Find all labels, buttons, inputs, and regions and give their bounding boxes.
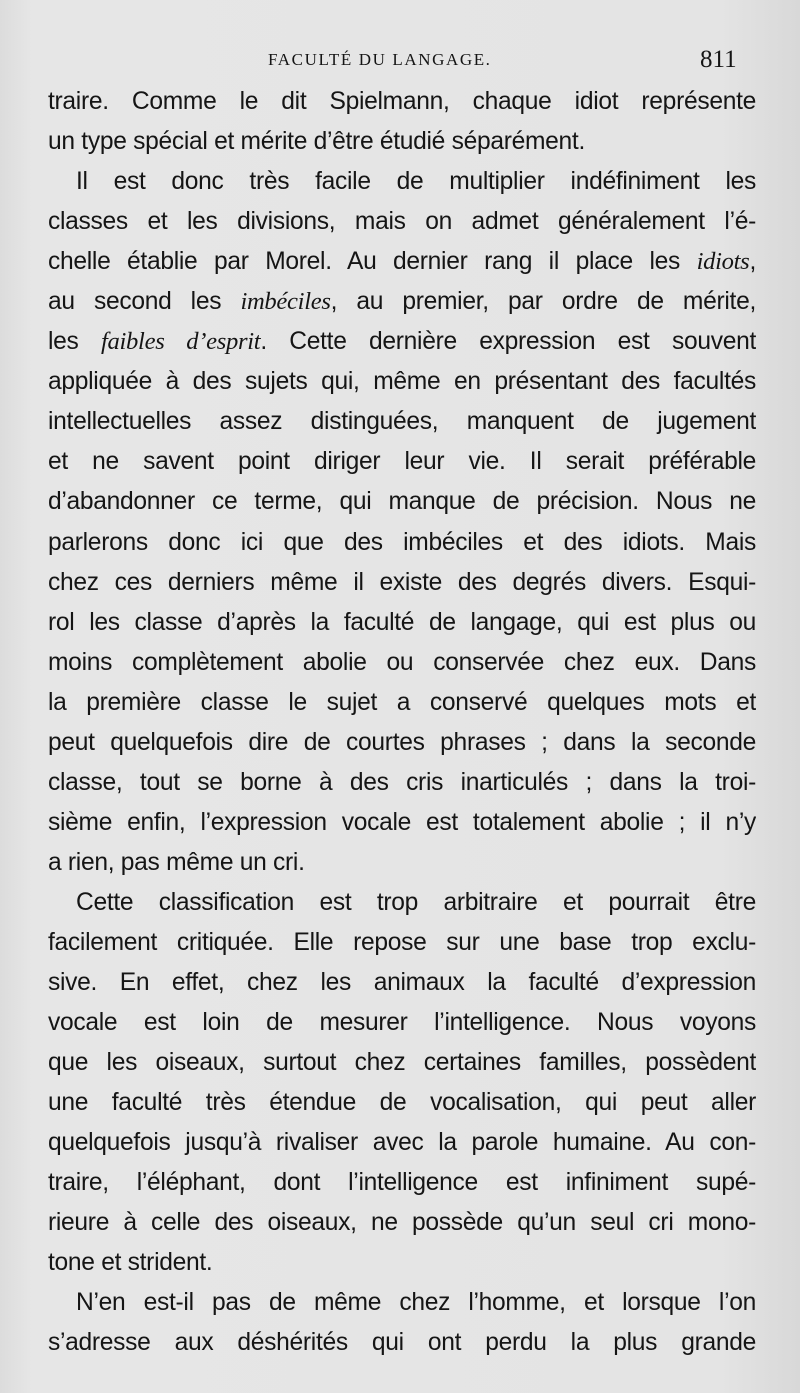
text-line — [48, 763, 756, 803]
text-fragment: sième enfin, l’expression vocale est totalement abolie ; il n’y — [48, 808, 756, 836]
text-fragment: chez ces derniers même il existe des degrés divers. Esqui- — [48, 568, 756, 596]
running-title: FACULTÉ DU LANGAGE. — [268, 50, 492, 69]
text-line — [48, 1083, 756, 1123]
text-line — [48, 122, 756, 162]
text-line — [48, 1323, 756, 1363]
text-line — [48, 843, 756, 883]
text-fragment: intellectuelles assez distinguées, manquent de jugement — [48, 408, 756, 436]
text-line — [48, 723, 756, 763]
text-fragment: traire, l’éléphant, dont l’intelligence est infiniment supé- — [48, 1169, 756, 1197]
text-fragment: moins complètement abolie ou conservée chez eux. Dans — [48, 648, 756, 676]
text-fragment: . Cette dernière expression est souvent — [260, 328, 756, 356]
text-fragment: Il est donc très facile de multiplier indéfiniment les — [76, 168, 756, 196]
text-fragment: s’adresse aux déshérités qui ont perdu la plus grande — [48, 1329, 756, 1357]
text-line — [48, 362, 756, 402]
text-fragment: appliquée à des sujets qui, même en présentant des facultés — [48, 368, 756, 396]
text-fragment: un type spécial et mérite d’être étudié séparément. — [48, 128, 586, 156]
text-line — [48, 1163, 756, 1203]
text-line — [48, 1243, 756, 1283]
text-fragment: classe, tout se borne à des cris inarticulés ; dans la troi- — [48, 768, 756, 796]
italic-term: idiots — [696, 248, 750, 276]
text-fragment: la première classe le sujet a conservé quelques mots et — [48, 688, 756, 716]
running-head — [0, 46, 800, 76]
text-fragment: , — [749, 248, 756, 276]
text-fragment: rol les classe d’après la faculté de langage, qui est plus ou — [48, 608, 756, 636]
text-fragment: traire. Comme le dit Spielmann, chaque idiot représente — [48, 88, 756, 115]
text-fragment: classes et les divisions, mais on admet généralement l’é- — [48, 208, 756, 236]
text-line — [48, 322, 756, 362]
text-fragment: d’abandonner ce terme, qui manque de précision. Nous ne — [48, 488, 756, 516]
text-fragment: chelle établie par Morel. Au dernier rang il place les — [48, 248, 697, 276]
text-line — [48, 242, 756, 282]
text-line — [48, 442, 756, 482]
text-fragment: facilement critiquée. Elle repose sur une base trop exclu- — [48, 928, 756, 956]
text-line — [48, 1003, 756, 1043]
text-line — [48, 202, 756, 242]
body-text — [48, 82, 756, 1364]
text-line — [48, 82, 756, 122]
text-line — [48, 963, 756, 1003]
text-line — [48, 643, 756, 683]
text-line — [48, 1043, 756, 1083]
text-line — [48, 923, 756, 963]
text-line — [48, 803, 756, 843]
text-line — [48, 883, 756, 923]
text-line — [48, 1123, 756, 1163]
text-fragment: une faculté très étendue de vocalisation, qui peut aller — [48, 1089, 756, 1117]
text-line — [48, 482, 756, 522]
italic-term: faibles d’esprit — [100, 328, 261, 356]
text-fragment: vocale est loin de mesurer l’intelligence. Nous voyons — [48, 1009, 756, 1037]
text-line — [48, 603, 756, 643]
text-fragment: sive. En effet, chez les animaux la faculté d’expression — [48, 969, 756, 997]
text-fragment: et ne savent point diriger leur vie. Il serait préférable — [48, 448, 756, 476]
text-line — [48, 402, 756, 442]
text-fragment: rieure à celle des oiseaux, ne possède qu’un seul cri mono- — [48, 1209, 756, 1237]
text-line — [48, 1283, 756, 1323]
text-fragment: peut quelquefois dire de courtes phrases ; dans la seconde — [48, 728, 756, 756]
text-line — [48, 162, 756, 202]
text-fragment: N’en est-il pas de même chez l’homme, et lorsque l’on — [76, 1289, 756, 1317]
text-line — [48, 523, 756, 563]
text-fragment: a rien, pas même un cri. — [48, 848, 305, 876]
text-fragment: que les oiseaux, surtout chez certaines familles, possèdent — [48, 1049, 756, 1077]
italic-term: imbéciles — [240, 288, 331, 316]
text-fragment: , au premier, par ordre de mérite, — [330, 288, 756, 316]
text-fragment: tone et strident. — [48, 1249, 213, 1277]
text-line — [48, 563, 756, 603]
text-line — [48, 1203, 756, 1243]
text-line — [48, 683, 756, 723]
text-fragment: au second les — [48, 288, 241, 316]
text-fragment: parlerons donc ici que des imbéciles et des idiots. Mais — [48, 528, 756, 556]
text-fragment: Cette classification est trop arbitraire et pourrait être — [76, 888, 756, 916]
page-number: 811 — [700, 46, 737, 73]
text-line — [48, 282, 756, 322]
text-fragment: les — [48, 328, 101, 356]
text-fragment: quelquefois jusqu’à rivaliser avec la parole humaine. Au con- — [48, 1129, 756, 1157]
